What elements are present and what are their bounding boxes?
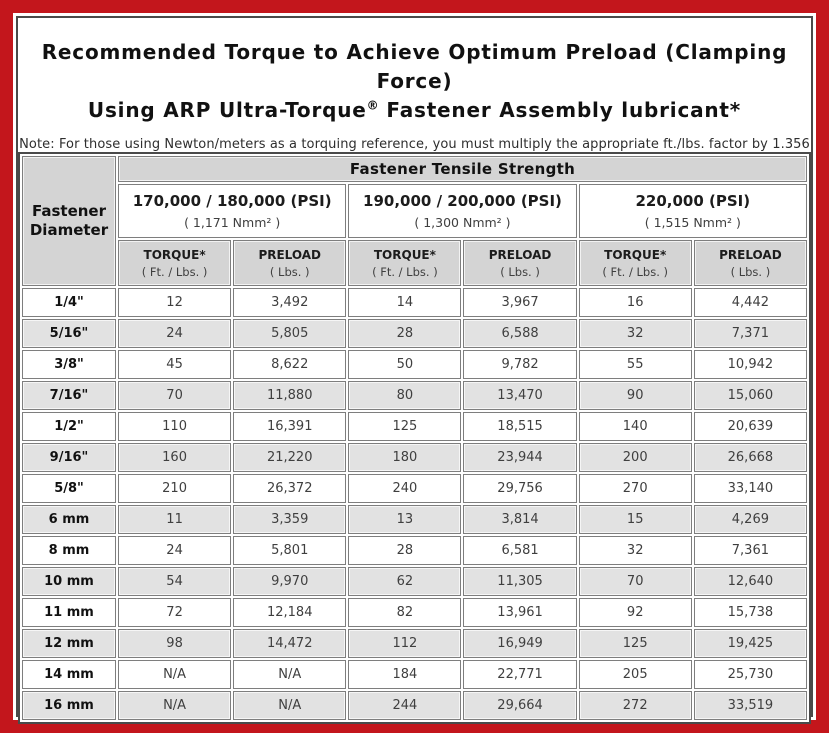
- torque-value-cell: 15: [579, 505, 692, 534]
- torque-value-cell: 210: [118, 474, 231, 503]
- torque-value-cell: 110: [118, 412, 231, 441]
- preload-value-cell: 22,771: [463, 660, 576, 689]
- registered-trademark-icon: ®: [366, 98, 379, 113]
- preload-value-cell: 4,442: [694, 288, 807, 317]
- torque-value-cell: 98: [118, 629, 231, 658]
- title-line1: Recommended Torque to Achieve Optimum Preload (Clamping Force): [41, 40, 788, 93]
- preload-value-cell: 19,425: [694, 629, 807, 658]
- nmm-value: ( 1,300 Nmm² ): [414, 215, 511, 230]
- preload-value-cell: 11,305: [463, 567, 576, 596]
- title-line2-prefix: Using ARP Ultra-Torque: [87, 98, 367, 122]
- torque-value-cell: 160: [118, 443, 231, 472]
- nmm-value: ( 1,171 Nmm² ): [184, 215, 281, 230]
- torque-value-cell: 28: [348, 319, 461, 348]
- table-row: [22, 474, 807, 503]
- diameter-cell: 9/16": [22, 443, 116, 472]
- psi-value: 220,000 (PSI): [635, 192, 751, 210]
- preload-value-cell: N/A: [233, 691, 346, 720]
- diameter-cell: 16 mm: [22, 691, 116, 720]
- torque-value-cell: 16: [579, 288, 692, 317]
- preload-value-cell: 3,967: [463, 288, 576, 317]
- psi-group-170-180: [118, 184, 346, 238]
- preload-label: PRELOAD: [719, 247, 782, 262]
- psi-value: 170,000 / 180,000 (PSI): [132, 192, 332, 210]
- preload-value-cell: 13,470: [463, 381, 576, 410]
- diameter-cell: 5/8": [22, 474, 116, 503]
- torque-value-cell: 50: [348, 350, 461, 379]
- table-row: [22, 412, 807, 441]
- preload-value-cell: 8,622: [233, 350, 346, 379]
- preload-value-cell: 23,944: [463, 443, 576, 472]
- table-row: [22, 598, 807, 627]
- torque-value-cell: 244: [348, 691, 461, 720]
- torque-value-cell: 270: [579, 474, 692, 503]
- psi-group-220: [579, 184, 807, 238]
- diameter-cell: 6 mm: [22, 505, 116, 534]
- torque-value-cell: 125: [579, 629, 692, 658]
- torque-value-cell: 72: [118, 598, 231, 627]
- preload-value-cell: N/A: [233, 660, 346, 689]
- torque-value-cell: 13: [348, 505, 461, 534]
- fastener-diameter-line1: Fastener: [31, 201, 106, 220]
- torque-value-cell: 28: [348, 536, 461, 565]
- preload-value-cell: 6,581: [463, 536, 576, 565]
- torque-value-cell: 80: [348, 381, 461, 410]
- preload-value-cell: 4,269: [694, 505, 807, 534]
- psi-group-row: [22, 184, 807, 238]
- table-row: [22, 288, 807, 317]
- torque-value-cell: 92: [579, 598, 692, 627]
- diameter-cell: 14 mm: [22, 660, 116, 689]
- preload-value-cell: 26,668: [694, 443, 807, 472]
- preload-value-cell: 9,782: [463, 350, 576, 379]
- table-row: [22, 443, 807, 472]
- torque-value-cell: 12: [118, 288, 231, 317]
- torque-header-1: [118, 240, 231, 286]
- torque-value-cell: 32: [579, 319, 692, 348]
- sub-header-row: [22, 240, 807, 286]
- diameter-cell: 5/16": [22, 319, 116, 348]
- table-header: [22, 156, 807, 286]
- table-row: [22, 629, 807, 658]
- torque-value-cell: 180: [348, 443, 461, 472]
- preload-value-cell: 13,961: [463, 598, 576, 627]
- table-row: [22, 660, 807, 689]
- diameter-cell: 3/8": [22, 350, 116, 379]
- preload-units: ( Lbs. ): [269, 264, 310, 279]
- content-panel: [16, 16, 813, 717]
- preload-value-cell: 26,372: [233, 474, 346, 503]
- torque-value-cell: 184: [348, 660, 461, 689]
- preload-value-cell: 5,801: [233, 536, 346, 565]
- preload-value-cell: 16,949: [463, 629, 576, 658]
- preload-value-cell: 15,738: [694, 598, 807, 627]
- diameter-cell: 12 mm: [22, 629, 116, 658]
- torque-value-cell: 24: [118, 536, 231, 565]
- preload-label: PRELOAD: [488, 247, 552, 262]
- preload-value-cell: 14,472: [233, 629, 346, 658]
- preload-header-1: [233, 240, 346, 286]
- torque-value-cell: 32: [579, 536, 692, 565]
- preload-header-3: [694, 240, 807, 286]
- table-row: [22, 505, 807, 534]
- preload-value-cell: 6,588: [463, 319, 576, 348]
- torque-value-cell: 70: [118, 381, 231, 410]
- diameter-cell: 7/16": [22, 381, 116, 410]
- note-text: Note: For those using Newton/meters as a torquing reference, you must multiply the appropriate ft./lbs. factor by 1.356: [19, 137, 810, 152]
- torque-value-cell: 200: [579, 443, 692, 472]
- torque-value-cell: 24: [118, 319, 231, 348]
- diameter-cell: 11 mm: [22, 598, 116, 627]
- preload-value-cell: 18,515: [463, 412, 576, 441]
- page-title: [18, 38, 811, 125]
- torque-units: ( Ft. / Lbs. ): [372, 264, 438, 279]
- preload-value-cell: 3,492: [233, 288, 346, 317]
- torque-table: [18, 152, 811, 724]
- preload-value-cell: 15,060: [694, 381, 807, 410]
- table-row: [22, 691, 807, 720]
- preload-value-cell: 10,942: [694, 350, 807, 379]
- torque-value-cell: 45: [118, 350, 231, 379]
- table-body: [22, 288, 807, 720]
- fastener-diameter-line2: Diameter: [29, 221, 109, 239]
- table-row: [22, 350, 807, 379]
- preload-value-cell: 33,140: [694, 474, 807, 503]
- tensile-strength-header: Fastener Tensile Strength: [118, 156, 807, 182]
- torque-label: TORQUE*: [604, 247, 667, 262]
- preload-value-cell: 7,361: [694, 536, 807, 565]
- torque-value-cell: 62: [348, 567, 461, 596]
- diameter-cell: 10 mm: [22, 567, 116, 596]
- title-line2-suffix: Fastener Assembly lubricant*: [378, 98, 742, 122]
- preload-value-cell: 33,519: [694, 691, 807, 720]
- preload-value-cell: 21,220: [233, 443, 346, 472]
- preload-value-cell: 11,880: [233, 381, 346, 410]
- torque-value-cell: 54: [118, 567, 231, 596]
- torque-units: ( Ft. / Lbs. ): [141, 264, 208, 279]
- preload-value-cell: 12,184: [233, 598, 346, 627]
- torque-label: TORQUE*: [373, 247, 436, 262]
- preload-value-cell: 29,756: [463, 474, 576, 503]
- group-title-row: [22, 156, 807, 182]
- preload-value-cell: 20,639: [694, 412, 807, 441]
- preload-units: ( Lbs. ): [730, 264, 771, 279]
- preload-header-2: [463, 240, 576, 286]
- torque-value-cell: 82: [348, 598, 461, 627]
- table-row: [22, 536, 807, 565]
- torque-header-3: [579, 240, 692, 286]
- torque-value-cell: 11: [118, 505, 231, 534]
- torque-value-cell: 112: [348, 629, 461, 658]
- torque-value-cell: 240: [348, 474, 461, 503]
- preload-value-cell: 25,730: [694, 660, 807, 689]
- preload-units: ( Lbs. ): [500, 264, 540, 279]
- preload-value-cell: 12,640: [694, 567, 807, 596]
- torque-value-cell: 140: [579, 412, 692, 441]
- torque-value-cell: N/A: [118, 691, 231, 720]
- psi-group-190-200: [348, 184, 576, 238]
- torque-value-cell: 205: [579, 660, 692, 689]
- torque-value-cell: 55: [579, 350, 692, 379]
- preload-value-cell: 7,371: [694, 319, 807, 348]
- diameter-cell: 1/2": [22, 412, 116, 441]
- psi-value: 190,000 / 200,000 (PSI): [363, 192, 562, 210]
- diameter-cell: 8 mm: [22, 536, 116, 565]
- preload-value-cell: 5,805: [233, 319, 346, 348]
- torque-value-cell: 125: [348, 412, 461, 441]
- preload-value-cell: 9,970: [233, 567, 346, 596]
- torque-units: ( Ft. / Lbs. ): [602, 264, 668, 279]
- torque-value-cell: 90: [579, 381, 692, 410]
- diameter-cell: 1/4": [22, 288, 116, 317]
- torque-value-cell: 14: [348, 288, 461, 317]
- preload-value-cell: 16,391: [233, 412, 346, 441]
- torque-label: TORQUE*: [143, 247, 206, 262]
- fastener-diameter-header: [22, 156, 116, 286]
- title-block: [18, 18, 811, 152]
- torque-value-cell: 272: [579, 691, 692, 720]
- preload-label: PRELOAD: [258, 247, 322, 262]
- torque-value-cell: 70: [579, 567, 692, 596]
- table-row: [22, 567, 807, 596]
- torque-header-2: [348, 240, 461, 286]
- preload-value-cell: 3,359: [233, 505, 346, 534]
- nmm-value: ( 1,515 Nmm² ): [644, 215, 741, 230]
- preload-value-cell: 3,814: [463, 505, 576, 534]
- table-row: [22, 381, 807, 410]
- preload-value-cell: 29,664: [463, 691, 576, 720]
- table-row: [22, 319, 807, 348]
- torque-value-cell: N/A: [118, 660, 231, 689]
